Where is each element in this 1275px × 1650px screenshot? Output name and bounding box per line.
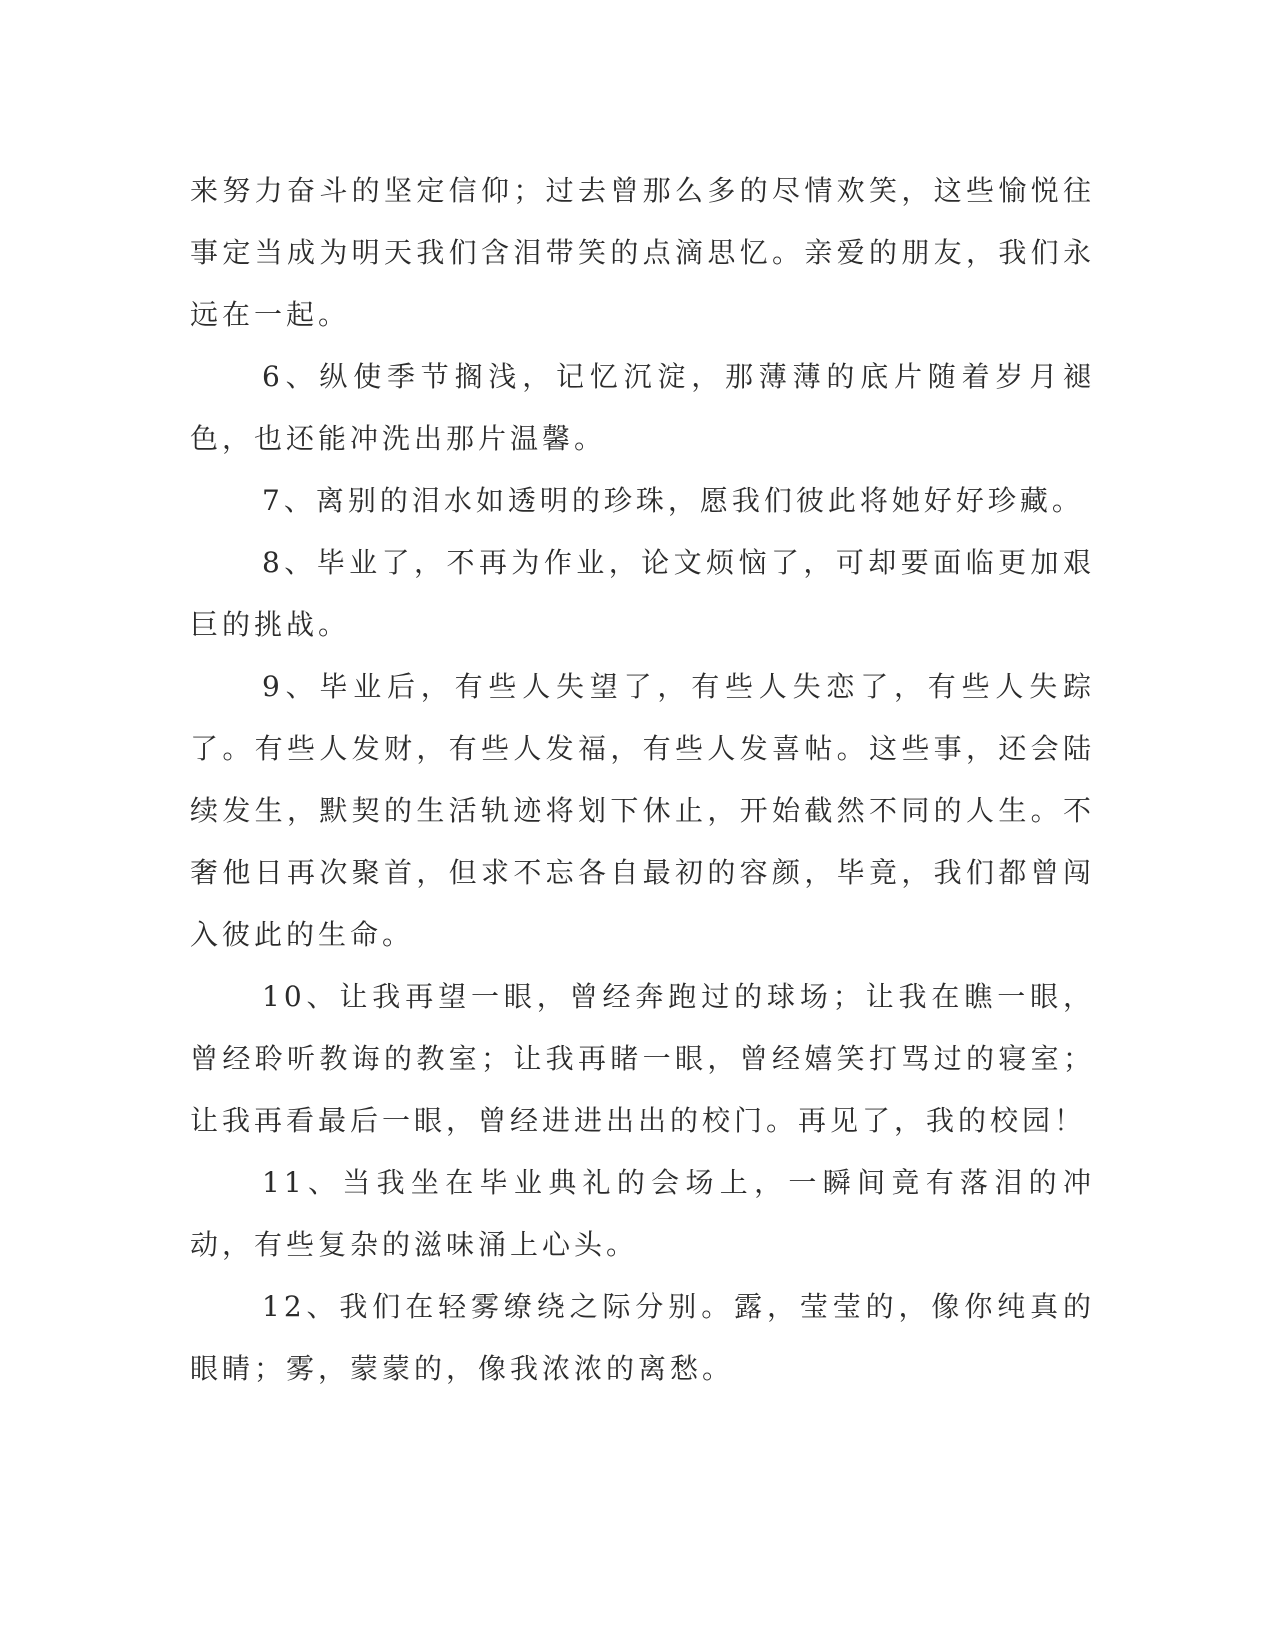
paragraph-item-10: 10、让我再望一眼，曾经奔跑过的球场；让我在瞧一眼，曾经聆听教诲的教室；让我再睹一眼，曾经嬉笑打骂过的寝室；让我再看最后一眼，曾经进进出出的校门。再见了，我的校园！ bbox=[190, 980, 1095, 1137]
paragraph-item-12: 12、我们在轻雾缭绕之际分别。露，莹莹的，像你纯真的眼睛；雾，蒙蒙的，像我浓浓的离愁。 bbox=[190, 1290, 1095, 1385]
paragraph-item-8: 8、毕业了，不再为作业，论文烦恼了，可却要面临更加艰巨的挑战。 bbox=[190, 546, 1095, 641]
document-body bbox=[190, 160, 1095, 1400]
paragraph-item-7: 7、离别的泪水如透明的珍珠，愿我们彼此将她好好珍藏。 bbox=[262, 484, 1084, 517]
paragraph-item-6: 6、纵使季节搁浅，记忆沉淀，那薄薄的底片随着岁月褪色，也还能冲洗出那片温馨。 bbox=[190, 360, 1095, 455]
paragraph-continuation: 来努力奋斗的坚定信仰；过去曾那么多的尽情欢笑，这些愉悦往事定当成为明天我们含泪带笑的点滴思忆。亲爱的朋友，我们永远在一起。 bbox=[190, 174, 1095, 331]
paragraph-item-9: 9、毕业后，有些人失望了，有些人失恋了，有些人失踪了。有些人发财，有些人发福，有些人发喜帖。这些事，还会陆续发生，默契的生活轨迹将划下休止，开始截然不同的人生。不奢他日再次聚首，但求不忘各自最初的容颜，毕竟，我们都曾闯入彼此的生命。 bbox=[190, 670, 1095, 951]
paragraph-item-11: 11、当我坐在毕业典礼的会场上，一瞬间竟有落泪的冲动，有些复杂的滋味涌上心头。 bbox=[190, 1166, 1095, 1261]
